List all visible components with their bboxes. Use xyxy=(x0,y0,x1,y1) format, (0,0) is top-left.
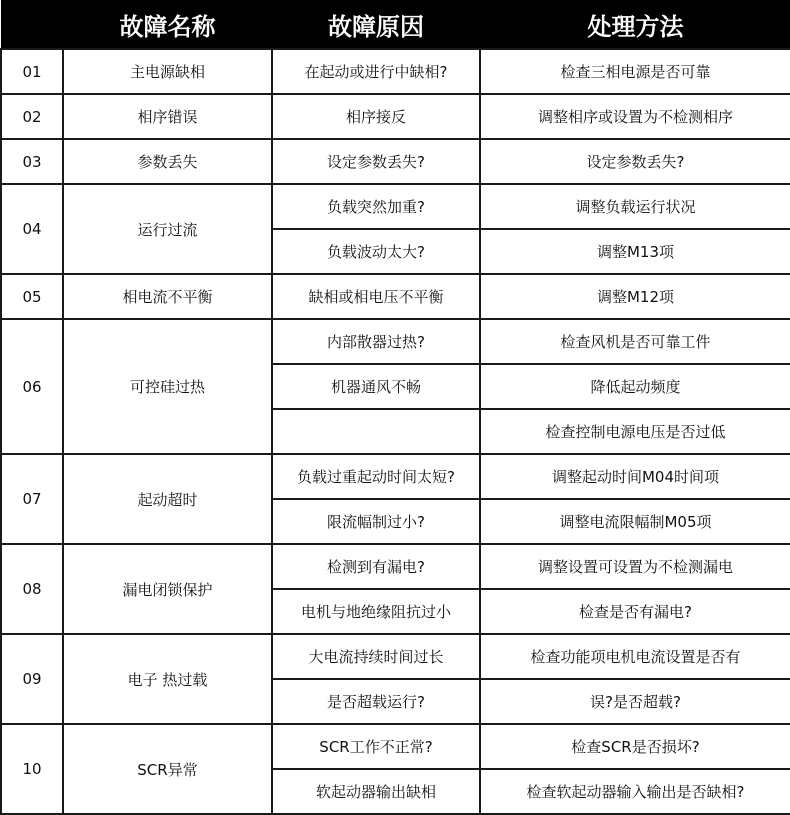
fault-number: 06 xyxy=(1,319,63,454)
fault-solution: 检查功能项电机电流设置是否有 xyxy=(480,634,790,679)
fault-name: 起动超时 xyxy=(63,454,272,544)
fault-solution: 调整负载运行状况 xyxy=(480,184,790,229)
fault-solution: 调整M13项 xyxy=(480,229,790,274)
fault-name: SCR异常 xyxy=(63,724,272,814)
header-fault-cause: 故障原因 xyxy=(272,0,480,49)
header-fault-name: 故障名称 xyxy=(63,0,272,49)
fault-name: 主电源缺相 xyxy=(63,49,272,94)
header-row xyxy=(1,0,790,49)
fault-cause: 是否超载运行? xyxy=(272,679,480,724)
fault-solution: 检查SCR是否损坏? xyxy=(480,724,790,769)
table-row xyxy=(1,544,790,589)
fault-solution: 调整起动时间M04时间项 xyxy=(480,454,790,499)
fault-name: 电子 热过载 xyxy=(63,634,272,724)
fault-cause: 机器通风不畅 xyxy=(272,364,480,409)
fault-cause: 检测到有漏电? xyxy=(272,544,480,589)
fault-name: 可控硅过热 xyxy=(63,319,272,454)
fault-name: 运行过流 xyxy=(63,184,272,274)
fault-solution: 检查软起动器输入输出是否缺相? xyxy=(480,769,790,814)
fault-number: 09 xyxy=(1,634,63,724)
fault-name: 相电流不平衡 xyxy=(63,274,272,319)
fault-solution: 检查控制电源电压是否过低 xyxy=(480,409,790,454)
fault-solution: 降低起动频度 xyxy=(480,364,790,409)
fault-name: 漏电闭锁保护 xyxy=(63,544,272,634)
fault-solution: 检查三相电源是否可靠 xyxy=(480,49,790,94)
fault-cause: 设定参数丢失? xyxy=(272,139,480,184)
fault-solution: 误?是否超载? xyxy=(480,679,790,724)
fault-solution: 调整电流限幅制M05项 xyxy=(480,499,790,544)
table-row xyxy=(1,274,790,319)
header-solution: 处理方法 xyxy=(480,0,790,49)
fault-number: 04 xyxy=(1,184,63,274)
fault-cause: 负载波动太大? xyxy=(272,229,480,274)
fault-cause: 在起动或进行中缺相? xyxy=(272,49,480,94)
fault-cause: 负载过重起动时间太短? xyxy=(272,454,480,499)
fault-solution: 调整相序或设置为不检测相序 xyxy=(480,94,790,139)
fault-number: 03 xyxy=(1,139,63,184)
fault-solution: 调整M12项 xyxy=(480,274,790,319)
fault-cause xyxy=(272,409,480,454)
table-header xyxy=(1,0,790,49)
fault-cause: 电机与地绝缘阻抗过小 xyxy=(272,589,480,634)
fault-number: 01 xyxy=(1,49,63,94)
header-number xyxy=(1,0,63,49)
table-row xyxy=(1,184,790,229)
fault-solution: 设定参数丢失? xyxy=(480,139,790,184)
fault-cause: 相序接反 xyxy=(272,94,480,139)
table-row xyxy=(1,94,790,139)
table-row xyxy=(1,634,790,679)
table-row xyxy=(1,319,790,364)
table-row xyxy=(1,49,790,94)
fault-cause: 大电流持续时间过长 xyxy=(272,634,480,679)
fault-number: 08 xyxy=(1,544,63,634)
fault-number: 05 xyxy=(1,274,63,319)
table-row xyxy=(1,454,790,499)
fault-name: 参数丢失 xyxy=(63,139,272,184)
fault-number: 10 xyxy=(1,724,63,814)
fault-solution: 检查是否有漏电? xyxy=(480,589,790,634)
table-body xyxy=(1,49,790,814)
fault-number: 07 xyxy=(1,454,63,544)
fault-number: 02 xyxy=(1,94,63,139)
table-row xyxy=(1,139,790,184)
fault-cause: 限流幅制过小? xyxy=(272,499,480,544)
fault-solution: 调整设置可设置为不检测漏电 xyxy=(480,544,790,589)
table-row xyxy=(1,724,790,769)
fault-cause: 内部散器过热? xyxy=(272,319,480,364)
fault-cause: 负载突然加重? xyxy=(272,184,480,229)
fault-cause: SCR工作不正常? xyxy=(272,724,480,769)
fault-solution: 检查风机是否可靠工件 xyxy=(480,319,790,364)
fault-name: 相序错误 xyxy=(63,94,272,139)
fault-cause: 缺相或相电压不平衡 xyxy=(272,274,480,319)
fault-cause: 软起动器输出缺相 xyxy=(272,769,480,814)
